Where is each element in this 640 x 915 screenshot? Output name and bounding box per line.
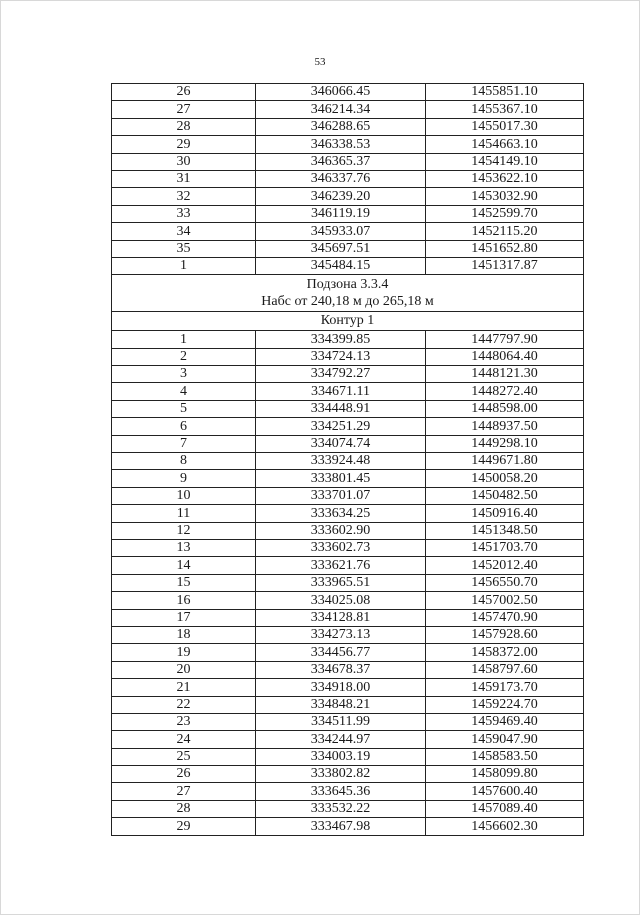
- subzone-header-row: [112, 275, 584, 312]
- y-coordinate-cell: 1457600.40: [426, 783, 584, 800]
- table-row: [112, 118, 584, 135]
- table-row: [112, 188, 584, 205]
- coordinates-table-top-rows: [112, 84, 584, 275]
- table-row: [112, 574, 584, 591]
- point-number-cell: 25: [112, 748, 256, 765]
- point-number-cell: 15: [112, 574, 256, 591]
- point-number-cell: 34: [112, 223, 256, 240]
- y-coordinate-cell: 1448121.30: [426, 366, 584, 383]
- y-coordinate-cell: 1453032.90: [426, 188, 584, 205]
- y-coordinate-cell: 1457002.50: [426, 592, 584, 609]
- x-coordinate-cell: 333645.36: [256, 783, 426, 800]
- table-row: [112, 592, 584, 609]
- page-number: 53: [314, 56, 326, 68]
- y-coordinate-cell: 1452599.70: [426, 205, 584, 222]
- point-number-cell: 24: [112, 731, 256, 748]
- point-number-cell: 28: [112, 118, 256, 135]
- point-number-cell: 21: [112, 679, 256, 696]
- x-coordinate-cell: 334511.99: [256, 713, 426, 730]
- subzone-header-cell: [112, 275, 584, 312]
- point-number-cell: 9: [112, 470, 256, 487]
- y-coordinate-cell: 1452115.20: [426, 223, 584, 240]
- table-row: [112, 818, 584, 835]
- point-number-cell: 28: [112, 800, 256, 817]
- x-coordinate-cell: 333802.82: [256, 766, 426, 783]
- point-number-cell: 1: [112, 331, 256, 348]
- point-number-cell: 27: [112, 783, 256, 800]
- table-row: [112, 644, 584, 661]
- x-coordinate-cell: 346338.53: [256, 136, 426, 153]
- point-number-cell: 22: [112, 696, 256, 713]
- point-number-cell: 17: [112, 609, 256, 626]
- table-row: [112, 348, 584, 365]
- y-coordinate-cell: 1448272.40: [426, 383, 584, 400]
- table-row: [112, 331, 584, 348]
- point-number-cell: 35: [112, 240, 256, 257]
- x-coordinate-cell: 334244.97: [256, 731, 426, 748]
- x-coordinate-cell: 334792.27: [256, 366, 426, 383]
- x-coordinate-cell: 334074.74: [256, 435, 426, 452]
- y-coordinate-cell: 1458583.50: [426, 748, 584, 765]
- point-number-cell: 18: [112, 626, 256, 643]
- x-coordinate-cell: 334724.13: [256, 348, 426, 365]
- point-number-cell: 32: [112, 188, 256, 205]
- x-coordinate-cell: 346337.76: [256, 170, 426, 187]
- x-coordinate-cell: 346214.34: [256, 101, 426, 118]
- point-number-cell: 2: [112, 348, 256, 365]
- point-number-cell: 13: [112, 539, 256, 556]
- table-row: [112, 223, 584, 240]
- y-coordinate-cell: 1447797.90: [426, 331, 584, 348]
- contour-header-row: [112, 312, 584, 331]
- point-number-cell: 3: [112, 366, 256, 383]
- x-coordinate-cell: 333602.90: [256, 522, 426, 539]
- table-row: [112, 366, 584, 383]
- table-row: [112, 418, 584, 435]
- table-row: [112, 435, 584, 452]
- y-coordinate-cell: 1451652.80: [426, 240, 584, 257]
- x-coordinate-cell: 346365.37: [256, 153, 426, 170]
- table-row: [112, 557, 584, 574]
- y-coordinate-cell: 1456602.30: [426, 818, 584, 835]
- point-number-cell: 19: [112, 644, 256, 661]
- x-coordinate-cell: 346239.20: [256, 188, 426, 205]
- table-row: [112, 783, 584, 800]
- point-number-cell: 1: [112, 257, 256, 274]
- y-coordinate-cell: 1454149.10: [426, 153, 584, 170]
- point-number-cell: 29: [112, 818, 256, 835]
- x-coordinate-cell: 333924.48: [256, 453, 426, 470]
- x-coordinate-cell: 334251.29: [256, 418, 426, 435]
- point-number-cell: 8: [112, 453, 256, 470]
- x-coordinate-cell: 333965.51: [256, 574, 426, 591]
- y-coordinate-cell: 1450916.40: [426, 505, 584, 522]
- table-row: [112, 470, 584, 487]
- table-row: [112, 240, 584, 257]
- x-coordinate-cell: 346288.65: [256, 118, 426, 135]
- x-coordinate-cell: 345697.51: [256, 240, 426, 257]
- x-coordinate-cell: 334671.11: [256, 383, 426, 400]
- y-coordinate-cell: 1455017.30: [426, 118, 584, 135]
- x-coordinate-cell: 333602.73: [256, 539, 426, 556]
- point-number-cell: 16: [112, 592, 256, 609]
- x-coordinate-cell: 334918.00: [256, 679, 426, 696]
- table-row: [112, 661, 584, 678]
- table-row: [112, 205, 584, 222]
- table-row: [112, 400, 584, 417]
- x-coordinate-cell: 334848.21: [256, 696, 426, 713]
- y-coordinate-cell: 1459047.90: [426, 731, 584, 748]
- table-row: [112, 101, 584, 118]
- y-coordinate-cell: 1451348.50: [426, 522, 584, 539]
- point-number-cell: 27: [112, 101, 256, 118]
- table-row: [112, 609, 584, 626]
- table-row: [112, 383, 584, 400]
- table-row: [112, 453, 584, 470]
- table-row: [112, 626, 584, 643]
- point-number-cell: 11: [112, 505, 256, 522]
- x-coordinate-cell: 333801.45: [256, 470, 426, 487]
- table-row: [112, 696, 584, 713]
- y-coordinate-cell: 1457928.60: [426, 626, 584, 643]
- coordinates-table-bottom-rows: [112, 331, 584, 835]
- x-coordinate-cell: 334448.91: [256, 400, 426, 417]
- y-coordinate-cell: 1459469.40: [426, 713, 584, 730]
- point-number-cell: 26: [112, 766, 256, 783]
- table-row: [112, 539, 584, 556]
- point-number-cell: 10: [112, 487, 256, 504]
- x-coordinate-cell: 333634.25: [256, 505, 426, 522]
- x-coordinate-cell: 334025.08: [256, 592, 426, 609]
- y-coordinate-cell: 1454663.10: [426, 136, 584, 153]
- table-row: [112, 800, 584, 817]
- x-coordinate-cell: 334456.77: [256, 644, 426, 661]
- point-number-cell: 33: [112, 205, 256, 222]
- table-row: [112, 766, 584, 783]
- table-row: [112, 731, 584, 748]
- point-number-cell: 7: [112, 435, 256, 452]
- table-row: [112, 84, 584, 101]
- x-coordinate-cell: 333532.22: [256, 800, 426, 817]
- y-coordinate-cell: 1455367.10: [426, 101, 584, 118]
- x-coordinate-cell: 346066.45: [256, 84, 426, 101]
- y-coordinate-cell: 1459224.70: [426, 696, 584, 713]
- y-coordinate-cell: 1455851.10: [426, 84, 584, 101]
- x-coordinate-cell: 333621.76: [256, 557, 426, 574]
- x-coordinate-cell: 346119.19: [256, 205, 426, 222]
- x-coordinate-cell: 333701.07: [256, 487, 426, 504]
- table-row: [112, 136, 584, 153]
- x-coordinate-cell: 334399.85: [256, 331, 426, 348]
- y-coordinate-cell: 1448064.40: [426, 348, 584, 365]
- point-number-cell: 4: [112, 383, 256, 400]
- y-coordinate-cell: 1448598.00: [426, 400, 584, 417]
- table-row: [112, 257, 584, 274]
- table-row: [112, 748, 584, 765]
- y-coordinate-cell: 1451317.87: [426, 257, 584, 274]
- y-coordinate-cell: 1459173.70: [426, 679, 584, 696]
- point-number-cell: 14: [112, 557, 256, 574]
- x-coordinate-cell: 345484.15: [256, 257, 426, 274]
- coordinates-table: [111, 83, 584, 836]
- point-number-cell: 20: [112, 661, 256, 678]
- y-coordinate-cell: 1457470.90: [426, 609, 584, 626]
- point-number-cell: 12: [112, 522, 256, 539]
- y-coordinate-cell: 1457089.40: [426, 800, 584, 817]
- contour-title: Контур 1: [112, 312, 584, 331]
- y-coordinate-cell: 1458797.60: [426, 661, 584, 678]
- x-coordinate-cell: 334678.37: [256, 661, 426, 678]
- table-row: [112, 713, 584, 730]
- table-row: [112, 505, 584, 522]
- x-coordinate-cell: 345933.07: [256, 223, 426, 240]
- subzone-title: Подзона 3.3.4: [306, 277, 389, 293]
- x-coordinate-cell: 334273.13: [256, 626, 426, 643]
- table-row: [112, 522, 584, 539]
- section-header-group: [112, 275, 584, 331]
- y-coordinate-cell: 1450482.50: [426, 487, 584, 504]
- table-row: [112, 153, 584, 170]
- point-number-cell: 6: [112, 418, 256, 435]
- y-coordinate-cell: 1450058.20: [426, 470, 584, 487]
- subzone-height-range: Набс от 240,18 м до 265,18 м: [261, 294, 434, 310]
- y-coordinate-cell: 1449671.80: [426, 453, 584, 470]
- table-row: [112, 679, 584, 696]
- point-number-cell: 29: [112, 136, 256, 153]
- point-number-cell: 26: [112, 84, 256, 101]
- y-coordinate-cell: 1456550.70: [426, 574, 584, 591]
- y-coordinate-cell: 1458372.00: [426, 644, 584, 661]
- y-coordinate-cell: 1453622.10: [426, 170, 584, 187]
- y-coordinate-cell: 1449298.10: [426, 435, 584, 452]
- y-coordinate-cell: 1452012.40: [426, 557, 584, 574]
- point-number-cell: 31: [112, 170, 256, 187]
- point-number-cell: 23: [112, 713, 256, 730]
- x-coordinate-cell: 334003.19: [256, 748, 426, 765]
- point-number-cell: 30: [112, 153, 256, 170]
- x-coordinate-cell: 334128.81: [256, 609, 426, 626]
- y-coordinate-cell: 1458099.80: [426, 766, 584, 783]
- y-coordinate-cell: 1448937.50: [426, 418, 584, 435]
- point-number-cell: 5: [112, 400, 256, 417]
- x-coordinate-cell: 333467.98: [256, 818, 426, 835]
- table-row: [112, 170, 584, 187]
- y-coordinate-cell: 1451703.70: [426, 539, 584, 556]
- table-row: [112, 487, 584, 504]
